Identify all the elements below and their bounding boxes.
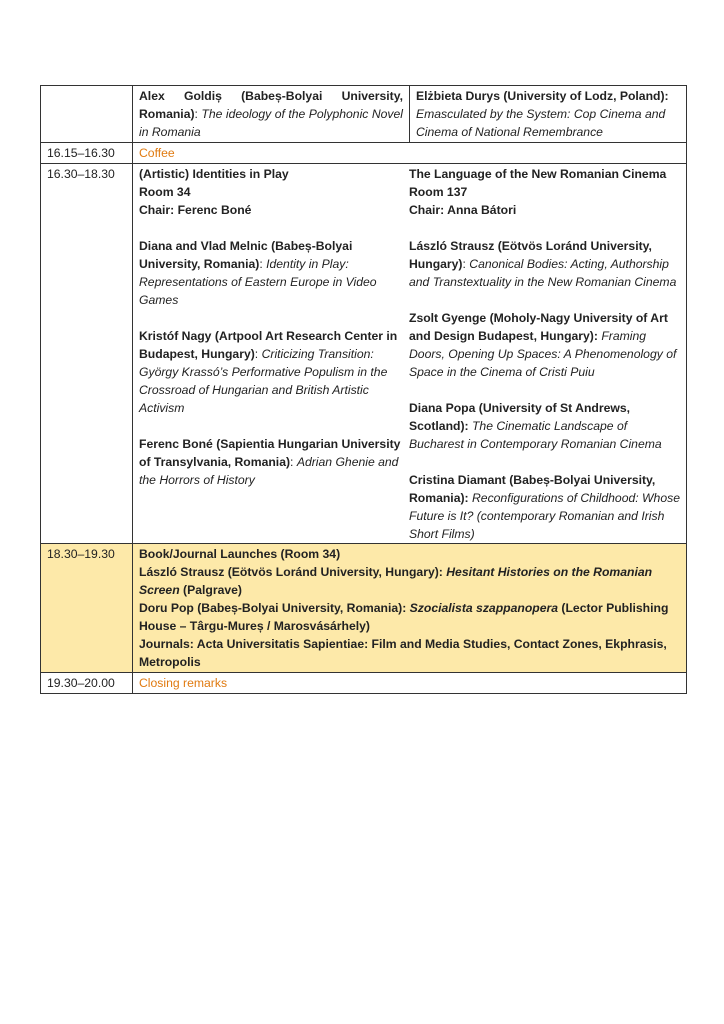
- launch-book-title: Szocialista szappanopera: [409, 601, 559, 615]
- separator: :: [259, 257, 267, 271]
- talk-title: Canonical Bodies: Acting, Authorship and Transtextuality in the New Romanian Cinema: [409, 257, 677, 289]
- schedule-table: [40, 85, 687, 694]
- panel-room: Room 34: [139, 185, 191, 199]
- speaker-name: Diana and Vlad Melnic (Babeș-Bolyai University, Romania): [139, 239, 353, 271]
- launch-publisher: (Palgrave): [183, 583, 242, 597]
- speaker-name: Diana Popa (University of St Andrews, Scotland):: [409, 401, 630, 433]
- parallel-panels: [139, 165, 680, 543]
- speaker-name: László Strausz (Eötvös Loránd University, Hungary): [409, 239, 652, 271]
- schedule-row-closing: [41, 673, 687, 694]
- talk-gyenge: [409, 309, 680, 381]
- time-cell: 18.30–19.30: [41, 544, 133, 673]
- time-cell: 19.30–20.00: [41, 673, 133, 694]
- schedule-row-session: [41, 164, 687, 544]
- panel-header: [409, 165, 680, 219]
- separator: :: [462, 257, 470, 271]
- launch-journals: Journals: Acta Universitatis Sapientiae: Film and Media Studies, Contact Zones, Ekphrasis, Metropolis: [139, 637, 667, 669]
- speaker-name: Ferenc Boné (Sapientia Hungarian University of Transylvania, Romania): [139, 437, 401, 469]
- launch-author: László Strausz (Eötvös Loránd University, Hungary):: [139, 565, 443, 579]
- panel-title: The Language of the New Romanian Cinema Room 137: [409, 167, 667, 199]
- talk-title: Framing Doors, Opening Up Spaces: A Phenomenology of Space in the Cinema of Cristi Puiu: [409, 329, 677, 379]
- talk-cell-goldis: [133, 86, 410, 143]
- separator: :: [254, 347, 262, 361]
- launch-author: Doru Pop (Babeș-Bolyai University, Romania):: [139, 601, 407, 615]
- talk-nagy: [139, 327, 409, 417]
- speaker-name: Zsolt Gyenge (Moholy-Nagy University of Art and Design Budapest, Hungary):: [409, 311, 668, 343]
- separator: :: [194, 107, 202, 121]
- speaker-name: Alex Goldiș (Babeș-Bolyai University, Romania): [139, 89, 403, 121]
- separator: :: [290, 455, 297, 469]
- launch-publisher: (Lector Publishing House – Târgu-Mureș / Marosvásárhely): [139, 601, 669, 633]
- talk-title: Adrian Ghenie and the Horrors of History: [139, 455, 399, 487]
- panel-chair: Chair: Anna Bátori: [409, 203, 517, 217]
- time-cell: 16.15–16.30: [41, 143, 133, 164]
- talk-popa: [409, 399, 680, 453]
- talk-title: Emasculated by the System: Cop Cinema and Cinema of National Remembrance: [416, 107, 666, 139]
- schedule-row-launches: [41, 544, 687, 673]
- talk-strausz: [409, 237, 680, 291]
- launch-book-title: Hesitant Histories on the Romanian Screen: [139, 565, 653, 597]
- speaker-name: Elżbieta Durys (University of Lodz, Poland):: [416, 89, 669, 103]
- talk-title: The ideology of the Polyphonic Novel in Romania: [139, 107, 403, 139]
- talk-bone: [139, 435, 409, 489]
- talk-title: Reconfigurations of Childhood: Whose Future is It? (contemporary Romanian and Irish Short Films): [409, 491, 680, 541]
- talk-cell-durys: [410, 86, 687, 143]
- launches-cell: [133, 544, 687, 673]
- speaker-name: Cristina Diamant (Babeș-Bolyai University, Romania):: [409, 473, 656, 505]
- launches-heading: Book/Journal Launches (Room 34): [139, 547, 341, 561]
- schedule-row-coffee: [41, 143, 687, 164]
- talk-diamant: [409, 471, 680, 543]
- talk-title: Criticizing Transition: György Krassó’s Performative Populism in the Crossroad of Hungarian and British Artistic Activism: [139, 347, 388, 415]
- session-cell: [133, 164, 687, 544]
- closing-label: Closing remarks: [133, 673, 687, 694]
- panel-chair: Chair: Ferenc Boné: [139, 203, 252, 217]
- talk-melnic: [139, 237, 409, 309]
- panel-title: (Artistic) Identities in Play: [139, 167, 289, 181]
- panel-identities-in-play: [139, 165, 409, 543]
- speaker-name: Kristóf Nagy (Artpool Art Research Center in Budapest, Hungary): [139, 329, 398, 361]
- time-cell: 16.30–18.30: [41, 164, 133, 544]
- talk-title: Identity in Play: Representations of Eastern Europe in Video Games: [139, 257, 377, 307]
- talk-title: The Cinematic Landscape of Bucharest in Contemporary Romanian Cinema: [409, 419, 662, 451]
- time-cell-empty: [41, 86, 133, 143]
- panel-new-romanian-cinema: [409, 165, 680, 543]
- coffee-label: Coffee: [133, 143, 687, 164]
- schedule-row-previous-session: [41, 86, 687, 143]
- panel-header: [139, 165, 409, 219]
